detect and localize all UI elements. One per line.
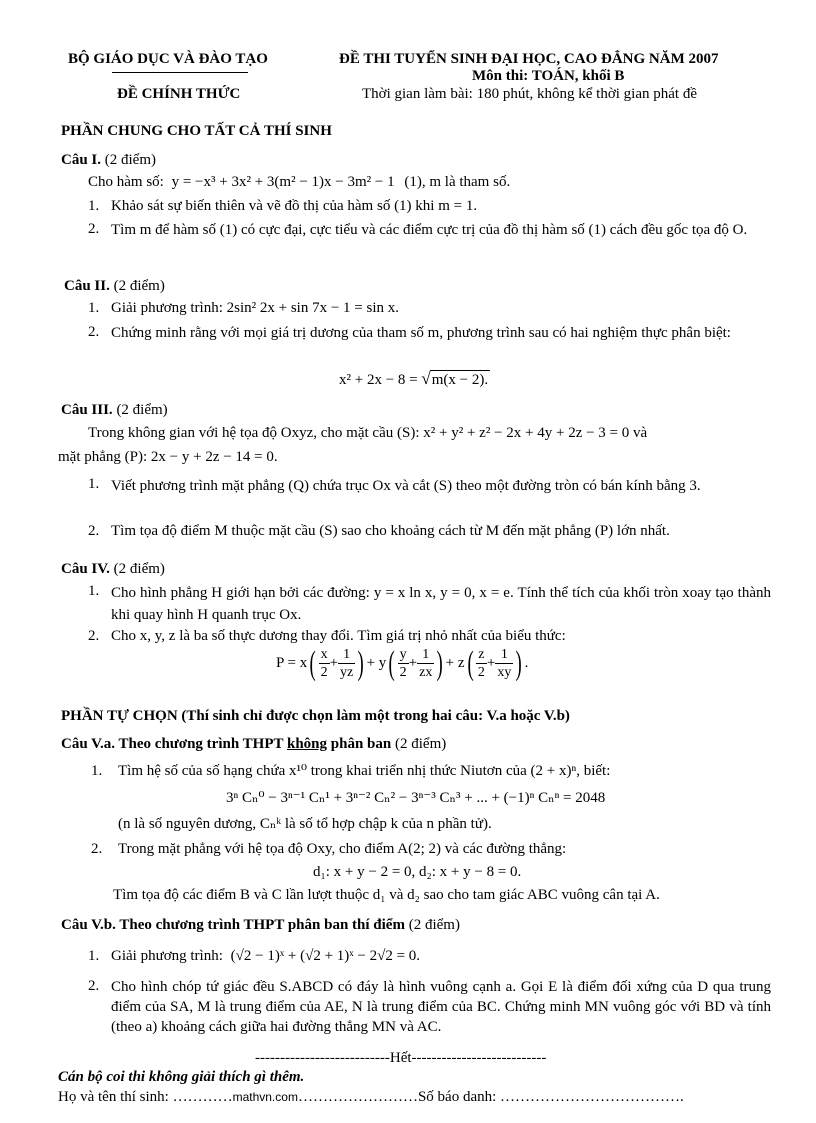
q5a-item-2-number: 2.: [91, 841, 103, 857]
q3-item-2: Tìm tọa độ điểm M thuộc mặt cầu (S) sao cho khoảng cách từ M đến mặt phẳng (P) lớn nhất.: [111, 523, 670, 539]
q1-intro-pre: Cho hàm số:: [88, 174, 164, 190]
candidate-info-line: [58, 1088, 684, 1108]
q4-frac-b: [338, 646, 355, 681]
q5b-item-2-number: 2.: [88, 978, 100, 994]
question-2-heading: [64, 277, 165, 297]
q4-frac-a: [319, 646, 330, 681]
q4-frac-b-num: 1: [338, 646, 355, 664]
q1-item-1-number: 1.: [88, 198, 100, 214]
q4-plus-3: +: [486, 654, 496, 671]
question-1-heading: [61, 151, 156, 171]
q5b-item-1-number: 1.: [88, 948, 100, 964]
q4-frac-c-num: y: [399, 647, 407, 662]
q4-equation: P = x( $\frac{x}{2}$ + $\frac{1}{yz}$ ) + y( $\frac{y}{2}$ + $\frac{1}{zx}$ ) + z( $\frac{z}{2}$ + $\frac{1}{xy}$ ) .: [276, 644, 529, 682]
watermark-text: mathvn.com: [232, 1090, 298, 1104]
q2-equation: x² + 2x − 8 = √m(x − 2).: [339, 368, 490, 391]
q4-item-2-number: 2.: [88, 628, 100, 644]
question-5b-title: Câu V.b. Theo chương trình THPT phân ban thí điểm: [61, 917, 405, 933]
q5a-title-post: phân ban: [327, 736, 392, 752]
question-4-title: Câu IV.: [61, 561, 110, 577]
q4-plus-2: +: [408, 654, 418, 671]
q3-intro-line-1: Trong không gian với hệ tọa độ Oxyz, cho mặt cầu (S): x² + y² + z² − 2x + 4y + 2z − 3 = 0 và: [88, 425, 648, 441]
exam-time: Thời gian làm bài: 180 phút, không kể thời gian phát đề: [362, 86, 697, 102]
q4-item-1-number: 1.: [88, 583, 100, 599]
q2-item-2: Chứng minh rằng với mọi giá trị dương của tham số m, phương trình sau có hai nghiệm thực phân biệt:: [111, 325, 731, 341]
optional-section-title: PHẦN TỰ CHỌN (Thí sinh chỉ được chọn làm một trong hai câu: V.a hoặc V.b): [61, 708, 570, 724]
q5a-item-1-number: 1.: [91, 763, 103, 779]
ministry-name: BỘ GIÁO DỤC VÀ ĐÀO TẠO: [68, 51, 268, 67]
question-1-points: (2 điểm): [104, 152, 156, 168]
header-rule: [112, 72, 248, 73]
question-3-title: Câu III.: [61, 402, 113, 418]
q3-item-2-number: 2.: [88, 523, 100, 539]
q1-intro-post: (1), m là tham số.: [404, 174, 511, 190]
q4-frac-d-den: zx: [419, 665, 433, 680]
q4-eq-z: + z: [445, 654, 465, 671]
q5a-item-2: Trong mặt phẳng với hệ tọa độ Oxy, cho điểm A(2; 2) và các đường thẳng:: [118, 841, 567, 857]
q4-eq-y: + y: [366, 654, 387, 671]
question-4-heading: [61, 560, 165, 580]
q4-frac-a-num: x: [320, 647, 328, 662]
question-3-points: (2 điểm): [116, 402, 168, 418]
q5a-title-pre: Câu V.a. Theo chương trình THPT: [61, 736, 287, 752]
end-marker: ---------------------------Hết---------------------------: [255, 1050, 547, 1066]
candidate-number-label: Số báo danh: ……………………………….: [417, 1089, 684, 1105]
q4-eq-p: P = x: [276, 654, 308, 671]
q5a-binomial-equation: 3ⁿ Cₙ⁰ − 3ⁿ⁻¹ Cₙ¹ + 3ⁿ⁻² Cₙ² − 3ⁿ⁻³ Cₙ³ + ... + (−1)ⁿ Cₙⁿ = 2048: [226, 790, 606, 806]
q3-item-1-number: 1.: [88, 476, 100, 492]
question-5a-title: [61, 736, 391, 752]
q4-frac-d: [417, 646, 434, 681]
q4-frac-c-den: 2: [399, 665, 407, 680]
q1-function-formula: y = −x³ + 3x² + 3(m² − 1)x − 3m² − 1: [171, 174, 395, 190]
q2-eq-radicand: m(x − 2).: [430, 370, 490, 391]
q4-frac-f-num: 1: [495, 646, 513, 664]
q4-frac-b-den: yz: [340, 665, 354, 680]
q5b-exp-equation: (√2 − 1)ˣ + (√2 + 1)ˣ − 2√2 = 0.: [230, 948, 421, 964]
q4-plus-1: +: [329, 654, 339, 671]
q4-frac-f-den: xy: [497, 665, 512, 680]
common-section-title: PHẦN CHUNG CHO TẤT CẢ THÍ SINH: [61, 123, 332, 139]
q1-item-1: Khảo sát sự biến thiên và vẽ đồ thị của hàm số (1) khi m = 1.: [111, 198, 478, 214]
q4-frac-e-num: z: [476, 646, 487, 664]
question-3-heading: [61, 401, 168, 421]
question-5a-heading: [61, 735, 446, 755]
q5a-item-1: Tìm hệ số của số hạng chứa x¹⁰ trong khai triển nhị thức Niutơn của (2 + x)ⁿ, biết:: [118, 763, 611, 779]
q1-item-2-number: 2.: [88, 221, 100, 237]
question-2-points: (2 điểm): [113, 278, 165, 294]
q2-eq-left: x² + 2x − 8 =: [339, 372, 418, 388]
q5b-item-1: [111, 947, 771, 967]
q2-item-2-number: 2.: [88, 324, 100, 340]
q5a-conclusion: Tìm tọa độ các điểm B và C lần lượt thuộc d₁ và d₂ sao cho tam giác ABC vuông cân tại A.: [113, 887, 660, 903]
question-5a-points: (2 điểm): [395, 736, 447, 752]
q4-eq-end: .: [524, 654, 529, 671]
q4-item-2: Cho x, y, z là ba số thực dương thay đổi. Tìm giá trị nhỏ nhất của biểu thức:: [111, 628, 566, 644]
q4-frac-a-den: 2: [320, 665, 328, 680]
question-1-intro: [88, 173, 510, 193]
q4-frac-e-den: 2: [477, 665, 485, 680]
question-4-points: (2 điểm): [113, 561, 165, 577]
q3-intro-line-2: mặt phẳng (P): 2x − y + 2z − 14 = 0.: [58, 449, 278, 465]
q5a-note: (n là số nguyên dương, Cₙᵏ là số tổ hợp chập k của n phần tử).: [118, 816, 492, 832]
q3-item-1: Viết phương trình mặt phẳng (Q) chứa trục Ox và cắt (S) theo một đường tròn có bán kính bằng 3.: [111, 478, 701, 494]
q4-frac-f: [495, 646, 513, 681]
q2-item-1: Giải phương trình: 2sin² 2x + sin 7x − 1 = sin x.: [111, 300, 400, 316]
exam-subject: Môn thi: TOÁN, khối B: [472, 68, 625, 84]
q4-item-1: Cho hình phẳng H giới hạn bởi các đường: y = x ln x, y = 0, x = e. Tính thể tích của khối tròn xoay tạo thành khi quay hình H quanh trục Ox.: [111, 585, 771, 623]
question-1-title: Câu I.: [61, 152, 102, 168]
q4-frac-d-num: 1: [417, 646, 434, 664]
question-5b-heading: [61, 916, 460, 936]
candidate-name-label: Họ và tên thí sinh: …………: [58, 1089, 233, 1105]
q5b-item-1-pre: Giải phương trình:: [111, 948, 223, 964]
q2-item-1-number: 1.: [88, 300, 100, 316]
official-label: ĐỀ CHÍNH THỨC: [117, 86, 241, 102]
q5a-title-underlined: không: [287, 736, 328, 752]
q4-frac-e: [476, 646, 487, 681]
q5b-item-2: Cho hình chóp tứ giác đều S.ABCD có đáy là hình vuông cạnh a. Gọi E là điểm đối xứng của D qua trung điểm của SA, M là trung điểm của AE, N là trung điểm của BC. Chứng minh MN vuông góc với BD và tính (theo a) khoảng cách giữa hai đường thẳng MN và AC.: [111, 979, 771, 1035]
q5a-lines-equation: d₁: x + y − 2 = 0, d₂: x + y − 8 = 0.: [313, 864, 522, 880]
question-2-title: Câu II.: [64, 278, 110, 294]
proctor-note: Cán bộ coi thi không giải thích gì thêm.: [58, 1069, 305, 1085]
q4-frac-c: [398, 646, 409, 681]
exam-title: ĐỀ THI TUYỂN SINH ĐẠI HỌC, CAO ĐẲNG NĂM 2007: [339, 51, 719, 67]
q1-item-2: Tìm m để hàm số (1) có cực đại, cực tiểu và các điểm cực trị của đồ thị hàm số (1) cách đều gốc tọa độ O.: [111, 222, 748, 238]
question-5b-points: (2 điểm): [408, 917, 460, 933]
candidate-name-dots: ……………………: [297, 1089, 418, 1105]
